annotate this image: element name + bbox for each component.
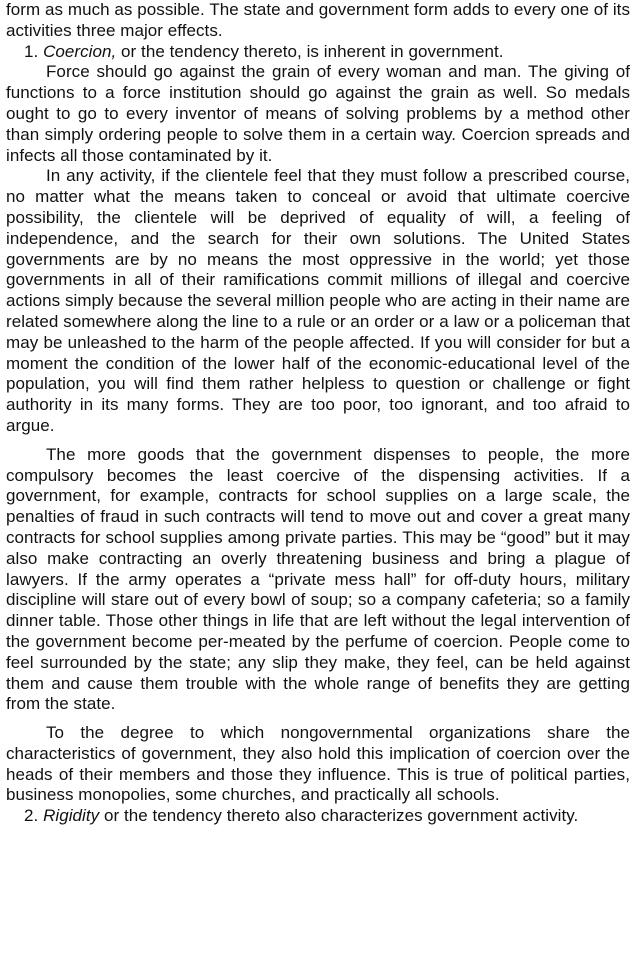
list-term: Coercion, [43,41,117,61]
list-number: 1. [24,41,44,61]
list-number: 2. [24,806,44,826]
list-item-rigidity [6,806,630,827]
paragraph-goods [6,445,630,715]
paragraph-text: In any activity, if the clientele feel that they must follow a prescribed course, no matter what the means taken to conceal or avoid that ultimate coercive possibility, the clientele will be deprived of equality of will, a feeling of independence, and the search for their own solutions. The United States governments are by no means the most oppressive in the world; yet those governments in all of their ramifications commit millions of illegal and coercive actions simply because the several million people who are acting in their name are related somewhere along the line to a rule or an order or a law or a policeman that may be unleashed to the harm of the people affected. If you will consider for but a moment the condition of the lower half of the economic-educational level of the population, you will find them rather helpless to question or challenge or fight authority in its many forms. They are too poor, too ignorant, and too afraid to argue. [6,166,630,435]
list-item-coercion [6,42,630,63]
paragraph-continuation [6,0,630,42]
paragraph-text: form as much as possible. The state and government form adds to every one of its activities three major effects. [6,0,630,40]
paragraph-force [6,62,630,166]
paragraph-text: Force should go against the grain of every woman and man. The giving of functions to a force institution should go against the grain as well. So medals ought to go to every inventor of means of solving problems by a method other than simply ordering people to solve them in a certain way. Coercion spreads and infects all those contaminated by it. [6,62,630,165]
body-text [6,0,630,827]
paragraph-activity [6,166,630,436]
paragraph-text: The more goods that the government dispenses to people, the more compulsory becomes the least coercive of the dispensing activities. If a government, for example, contracts for school supplies on a large scale, the penalties of fraud in such contracts will tend to move out and cover a great many contracts for school supplies among private parties. This may be “good” but it may also make contracting an overly threatening business and bring a plague of lawyers. If the army operates a “private mess hall” for off-duty hours, military discipline will stare out of every bowl of soup; so a company cafeteria; so a family dinner table. Those other things in life that are left without the legal intervention of the government become per-meated by the perfume of coercion. People come to feel surrounded by the state; any slip they make, they feel, can be held against them and cause them trouble with the whole range of benefits they are getting from the state. [6,444,630,714]
list-text: or the tendency thereto also characterizes government activity. [99,806,579,826]
list-text: or the tendency thereto, is inherent in government. [116,41,504,61]
list-term: Rigidity [43,806,100,826]
paragraph-text: To the degree to which nongovernmental organizations share the characteristics of government, they also hold this implication of coercion over the heads of their members and those they influence. This is true of political parties, business monopolies, some churches, and practically all schools. [6,723,630,805]
paragraph-nongovernmental [6,723,630,806]
